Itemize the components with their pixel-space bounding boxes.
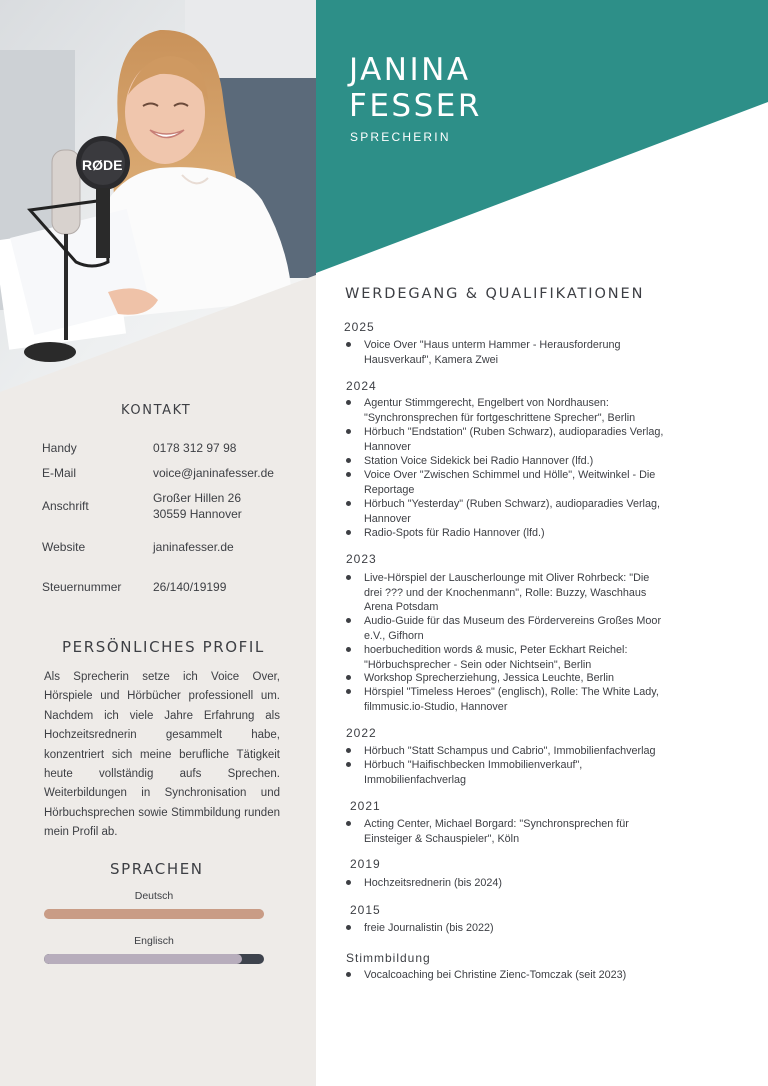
career-entry: Workshop Sprecherziehung, Jessica Leuchte, Berlin — [364, 672, 615, 684]
bullet — [346, 530, 351, 535]
career-entry: Hochzeitsrednerin (bis 2024) — [364, 877, 503, 889]
career-entry: Vocalcoaching bei Christine Zienc-Tomczak (seit 2023) — [364, 969, 627, 981]
year-heading-2015: 2015 — [350, 903, 381, 917]
address-city: 30559 Hannover — [153, 507, 242, 521]
bullet — [346, 618, 351, 623]
bullet — [346, 429, 351, 434]
email-label: E-Mail — [42, 466, 77, 480]
language-bar-englisch — [44, 954, 264, 964]
bullet — [346, 647, 351, 652]
bullet — [346, 748, 351, 753]
website-label: Website — [42, 540, 86, 554]
voice-training-heading: Stimmbildung — [346, 951, 431, 965]
first-name: JANINA — [349, 52, 471, 88]
year-heading-2022: 2022 — [346, 726, 377, 740]
language-label-deutsch: Deutsch — [134, 890, 174, 902]
career-entry: Hörbuch "Endstation" (Ruben Schwarz), audioparadies Verlag, Hannover — [364, 426, 664, 453]
career-entry: Voice Over "Haus unterm Hammer - Herausforderung Hausverkauf", Kamera Zwei — [364, 339, 621, 366]
bullet — [346, 575, 351, 580]
career-entry: hoerbuchedition words & music, Peter Eckhart Reichel: "Hörbuchsprecher - Sein oder Nichtsein", Berlin — [364, 644, 628, 671]
career-entry: Acting Center, Michael Borgard: "Synchronsprechen für Einsteiger & Schauspieler", Köln — [364, 818, 629, 845]
profile-heading: PERSÖNLICHES PROFIL — [62, 638, 265, 656]
job-title: SPRECHERIN — [350, 130, 451, 144]
career-entry: Hörbuch "Haifischbecken Immobilienverkauf", Immobilienfachverlag — [364, 759, 583, 786]
tax-number-label: Steuernummer — [42, 580, 122, 594]
bullet — [346, 762, 351, 767]
career-entry: Radio-Spots für Radio Hannover (lfd.) — [364, 527, 545, 539]
bullet — [346, 501, 351, 506]
career-entry: Hörbuch "Yesterday" (Ruben Schwarz), audioparadies Verlag, Hannover — [364, 498, 660, 525]
tax-number-value: 26/140/19199 — [153, 580, 227, 594]
bullet — [346, 880, 351, 885]
website-value[interactable]: janinafesser.de — [153, 540, 234, 554]
languages-heading: SPRACHEN — [110, 860, 204, 878]
year-heading-2019: 2019 — [350, 857, 381, 871]
career-entry: Hörbuch "Statt Schampus und Cabrio", Immobilienfachverlag — [364, 745, 656, 757]
last-name: FESSER — [349, 88, 482, 124]
career-entry: Hörspiel "Timeless Heroes" (englisch), Rolle: The White Lady, filmmusic.io-Studio, Hannover — [364, 686, 659, 713]
bullet — [346, 675, 351, 680]
email-value[interactable]: voice@janinafesser.de — [153, 466, 274, 480]
career-entry: Voice Over "Zwischen Schimmel und Hölle", Weitwinkel - Die Reportage — [364, 469, 656, 496]
bullet — [346, 689, 351, 694]
year-heading-2024: 2024 — [346, 379, 377, 393]
language-fill-englisch — [44, 954, 242, 964]
bullet — [346, 400, 351, 405]
bullet — [346, 821, 351, 826]
header-background — [0, 0, 768, 300]
address-street: Großer Hillen 26 — [153, 491, 242, 505]
career-entry: Audio-Guide für das Museum des Fördervereins Großes Moor e.V., Gifhorn — [364, 615, 662, 642]
phone-label: Handy — [42, 441, 77, 455]
year-heading-2021: 2021 — [350, 799, 381, 813]
mic-brand-text: RØDE — [82, 157, 123, 173]
bullet — [346, 472, 351, 477]
career-entry: Agentur Stimmgerecht, Engelbert von Nordhausen: "Synchronsprechen für fortgeschrittene Sprecher", Berlin — [364, 397, 636, 424]
phone-value: 0178 312 97 98 — [153, 441, 237, 455]
year-heading-2025: 2025 — [344, 320, 375, 334]
career-heading: WERDEGANG & QUALIFIKATIONEN — [345, 286, 645, 302]
bullet — [346, 925, 351, 930]
profile-text: Als Sprecherin setze ich Voice Over, Hörspiele und Hörbücher professionell um. Nachdem ich viele Jahre Erfahrung als Hochzeitsrednerin gesammelt habe, konzentriert sich meine berufliche Tätigkeit heute vollständig aufs Sprechen. Weiterbildungen in Synchronisation und Hörbuchsprechen sowie Stimmbildung runden mein Profil ab. — [44, 671, 280, 839]
year-heading-2023: 2023 — [346, 552, 377, 566]
language-fill-deutsch — [44, 909, 264, 919]
contact-heading: KONTAKT — [121, 403, 192, 418]
language-bar-deutsch — [44, 909, 264, 919]
career-entry: Station Voice Sidekick bei Radio Hannover (lfd.) — [364, 455, 594, 467]
career-entry: Live-Hörspiel der Lauscherlounge mit Oliver Rohrbeck: "Die drei ??? und der Knochenmann", Rolle: Buzzy, Waschhaus Arena Potsdam — [364, 572, 650, 613]
bullet — [346, 972, 351, 977]
language-label-englisch: Englisch — [134, 935, 174, 947]
career-entry: freie Journalistin (bis 2022) — [364, 922, 494, 934]
address-label: Anschrift — [42, 499, 89, 513]
bullet — [346, 342, 351, 347]
bullet — [346, 458, 351, 463]
